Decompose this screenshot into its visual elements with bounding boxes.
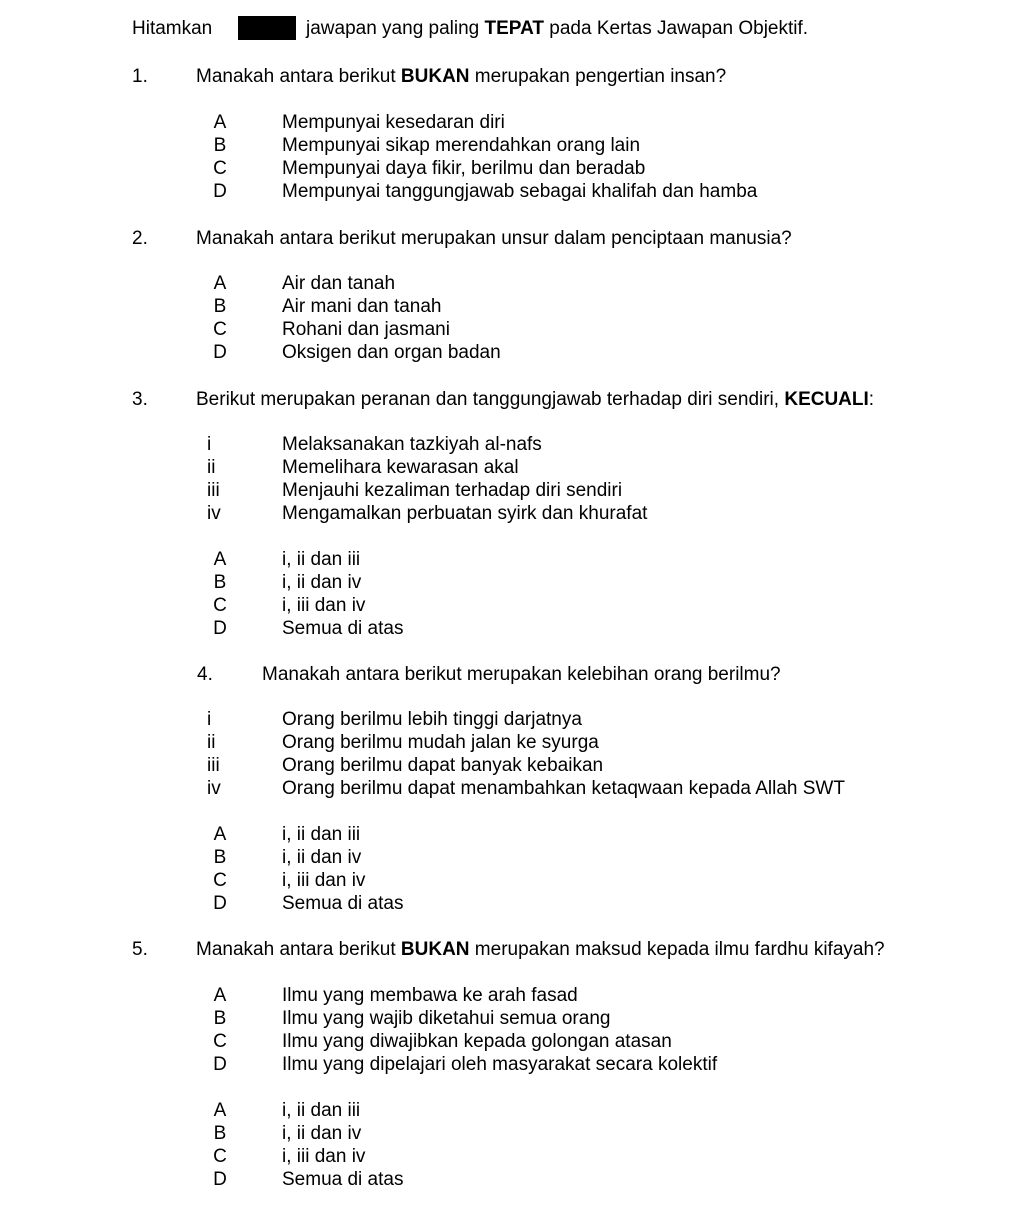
q4-option-b[interactable]: i, ii dan iv	[282, 847, 362, 868]
q5-option-b[interactable]: i, ii dan iv	[282, 1123, 362, 1144]
q2-option-a[interactable]: Air dan tanah	[282, 273, 396, 294]
q3-option-b[interactable]: i, ii dan iv	[282, 572, 362, 593]
q4-statement-iii: Orang berilmu dapat banyak kebaikan	[282, 755, 604, 776]
q1-option-d-key: D	[213, 181, 227, 202]
q3-statement-iv-key: iv	[207, 503, 221, 524]
q4-option-c[interactable]: i, iii dan iv	[282, 870, 366, 891]
q1-text: Manakah antara berikut BUKAN merupakan pengertian insan?	[196, 66, 727, 87]
q3-option-b-key: B	[213, 572, 227, 593]
q2-option-a-key: A	[213, 273, 227, 294]
q3-statement-i: Melaksanakan tazkiyah al-nafs	[282, 434, 542, 455]
q1-option-b[interactable]: Mempunyai sikap merendahkan orang lain	[282, 135, 641, 156]
q2-option-d[interactable]: Oksigen dan organ badan	[282, 342, 501, 363]
q2-option-b-key: B	[213, 296, 227, 317]
q2-text: Manakah antara berikut merupakan unsur dalam penciptaan manusia?	[196, 228, 792, 249]
q3-option-c[interactable]: i, iii dan iv	[282, 595, 366, 616]
q5-statement-d-key: D	[213, 1054, 227, 1075]
q5-option-c[interactable]: i, iii dan iv	[282, 1146, 366, 1167]
q5-option-d[interactable]: Semua di atas	[282, 1169, 404, 1190]
q3-option-c-key: C	[213, 595, 227, 616]
q3-statement-i-key: i	[207, 434, 212, 455]
q1-number: 1.	[132, 66, 148, 87]
q5-statement-a-key: A	[213, 985, 227, 1006]
q4-number: 4.	[197, 664, 213, 685]
q5-option-c-key: C	[213, 1146, 227, 1167]
q4-option-d-key: D	[213, 893, 227, 914]
q4-statement-ii: Orang berilmu mudah jalan ke syurga	[282, 732, 599, 753]
q5-statement-b-key: B	[213, 1008, 227, 1029]
q3-option-a[interactable]: i, ii dan iii	[282, 549, 361, 570]
q1-option-d[interactable]: Mempunyai tanggungjawab sebagai khalifah dan hamba	[282, 181, 758, 202]
q5-statement-c-key: C	[213, 1031, 227, 1052]
q4-statement-i: Orang berilmu lebih tinggi darjatnya	[282, 709, 582, 730]
q3-statement-iv: Mengamalkan perbuatan syirk dan khurafat	[282, 503, 648, 524]
q2-option-c-key: C	[213, 319, 227, 340]
q3-statement-iii: Menjauhi kezaliman terhadap diri sendiri	[282, 480, 623, 501]
q5-option-a[interactable]: i, ii dan iii	[282, 1100, 361, 1121]
q3-number: 3.	[132, 389, 148, 410]
instruction-pre: Hitamkan	[132, 18, 213, 39]
q5-option-a-key: A	[213, 1100, 227, 1121]
q5-statement-d: Ilmu yang dipelajari oleh masyarakat secara kolektif	[282, 1054, 718, 1075]
q1-option-b-key: B	[213, 135, 227, 156]
q5-statement-c: Ilmu yang diwajibkan kepada golongan atasan	[282, 1031, 672, 1052]
q3-text: Berikut merupakan peranan dan tanggungjawab terhadap diri sendiri, KECUALI:	[196, 389, 875, 410]
q3-option-d-key: D	[213, 618, 227, 639]
q2-option-c[interactable]: Rohani dan jasmani	[282, 319, 450, 340]
q4-statement-i-key: i	[207, 709, 212, 730]
q1-option-c-key: C	[213, 158, 227, 179]
q5-option-b-key: B	[213, 1123, 227, 1144]
q4-option-d[interactable]: Semua di atas	[282, 893, 404, 914]
answer-shade-box	[238, 16, 296, 40]
q4-statement-iv-key: iv	[207, 778, 221, 799]
q5-text: Manakah antara berikut BUKAN merupakan maksud kepada ilmu fardhu kifayah?	[196, 939, 885, 960]
q2-option-d-key: D	[213, 342, 227, 363]
q1-option-a-key: A	[213, 112, 227, 133]
q3-option-a-key: A	[213, 549, 227, 570]
q4-option-a[interactable]: i, ii dan iii	[282, 824, 361, 845]
q4-option-a-key: A	[213, 824, 227, 845]
q4-statement-iv: Orang berilmu dapat menambahkan ketaqwaan kepada Allah SWT	[282, 778, 845, 799]
q4-option-b-key: B	[213, 847, 227, 868]
q5-option-d-key: D	[213, 1169, 227, 1190]
q1-option-a[interactable]: Mempunyai kesedaran diri	[282, 112, 505, 133]
q4-statement-ii-key: ii	[207, 732, 216, 753]
q3-option-d[interactable]: Semua di atas	[282, 618, 404, 639]
q3-statement-ii: Memelihara kewarasan akal	[282, 457, 519, 478]
q4-statement-iii-key: iii	[207, 755, 220, 776]
q2-option-b[interactable]: Air mani dan tanah	[282, 296, 442, 317]
q4-option-c-key: C	[213, 870, 227, 891]
q3-statement-ii-key: ii	[207, 457, 216, 478]
q5-number: 5.	[132, 939, 148, 960]
q4-text: Manakah antara berikut merupakan kelebihan orang berilmu?	[262, 664, 781, 685]
q5-statement-b: Ilmu yang wajib diketahui semua orang	[282, 1008, 611, 1029]
q3-statement-iii-key: iii	[207, 480, 220, 501]
instruction-text: jawapan yang paling TEPAT pada Kertas Jawapan Objektif.	[306, 18, 809, 39]
q5-statement-a: Ilmu yang membawa ke arah fasad	[282, 985, 578, 1006]
q2-number: 2.	[132, 228, 148, 249]
q1-option-c[interactable]: Mempunyai daya fikir, berilmu dan beradab	[282, 158, 646, 179]
